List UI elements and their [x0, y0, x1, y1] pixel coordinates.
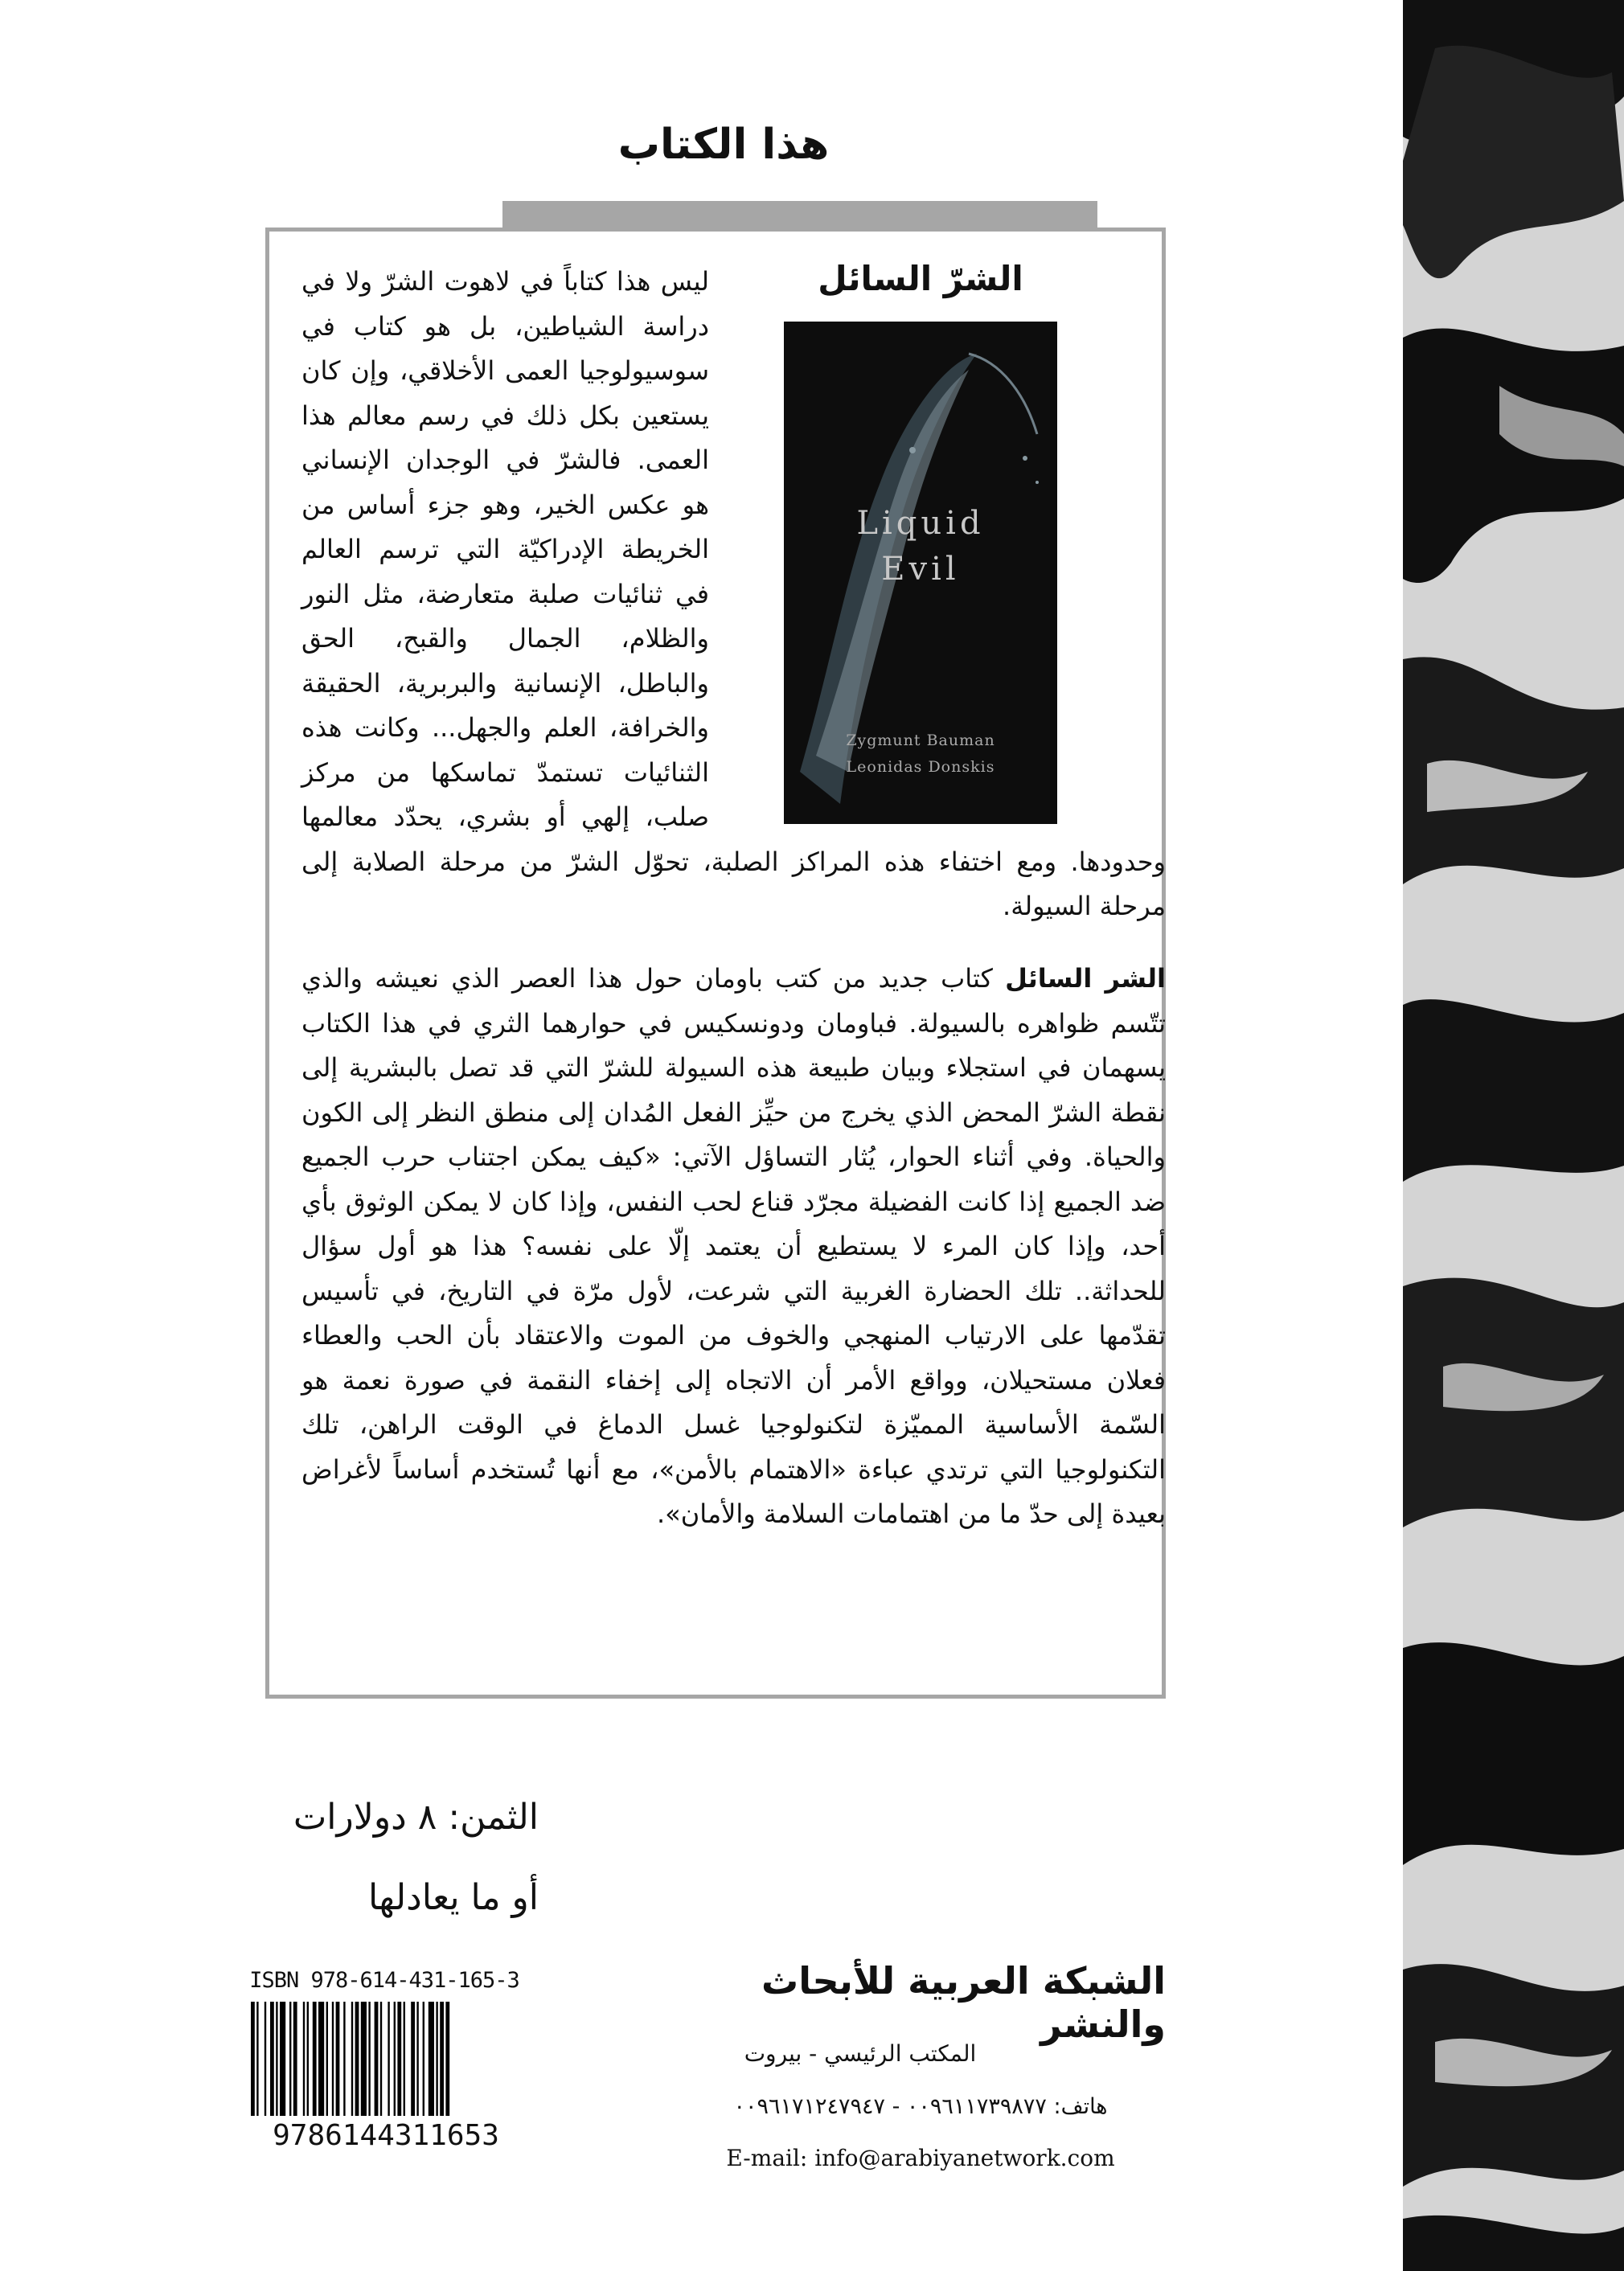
isbn-label: ISBN 978-614-431-165-3	[249, 1968, 519, 1993]
publisher-email: E-mail: info@arabiyanetwork.com	[726, 2145, 1115, 2171]
price-line: الثمن: ٨ دولارات	[293, 1797, 539, 1838]
cover-author-2: Leonidas Donskis	[846, 758, 995, 776]
barcode-icon	[248, 2002, 521, 2116]
publisher-office: المكتب الرئيسي - بيروت	[744, 2040, 977, 2067]
description-paragraph-2	[301, 957, 1166, 1537]
heading-underline-bar	[502, 201, 1097, 228]
cover-author-1: Zygmunt Bauman	[846, 732, 995, 749]
section-heading: هذا الكتاب	[617, 121, 830, 169]
publisher-phone: هاتف: ٠٠٩٦١١٧٣٩٨٧٧ - ٠٠٩٦١٧١٢٤٧٩٤٧	[733, 2094, 1108, 2119]
book-title-arabic: الشرّ السائل	[818, 259, 1023, 298]
price-equivalent: أو ما يعادلها	[368, 1877, 539, 1918]
barcode-digits: 9786144311653	[273, 2119, 499, 2152]
cover-title-line2: Evil	[881, 551, 960, 588]
paragraph-2-lead: الشر السائل	[1005, 963, 1167, 994]
decorative-art-strip	[1403, 0, 1624, 2271]
paragraph-2-text: كتاب جديد من كتب باومان حول هذا العصر الذي نعيشه والذي تتّسم ظواهره بالسيولة. فباومان ودونسكيس في حوارهما الثري في هذا الكتاب يسهمان في استجلاء وبيان طبيعة هذه السيولة للشرّ التي قد تصل بالبشرية إلى نقطة الشرّ المحض الذي يخرج من حيِّز الفعل المُدان إلى منطق النظر إلى الكون والحياة. وفي أثناء الحوار، يُثار التساؤل الآتي: «كيف يمكن اجتناب حرب الجميع ضد الجميع إذا كانت الفضيلة مجرّد قناع لحب النفس، وإذا كان لا يمكن الوثوق بأي أحد، وإذا كان المرء لا يستطيع أن يعتمد إلّا على نفسه؟ هذا هو أول سؤال للحداثة.. تلك الحضارة الغربية التي شرعت، لأول مرّة في التاريخ، في تأسيس تقدّمها على الارتياب المنهجي والخوف من الموت والاعتقاد بأن الحب والعطاء فعلان مستحيلان، وواقع الأمر أن الاتجاه إلى إخفاء النقمة في صورة نعمة هو السّمة الأساسية المميّزة لتكنولوجيا غسل الدماغ في الوقت الراهن، تلك التكنولوجيا التي ترتدي عباءة «الاهتمام بالأمن»، مع أنها تُستخدم أساساً لأغراض بعيدة إلى حدّ ما من اهتمامات السلامة والأمان».	[301, 963, 1166, 1529]
cover-title-line1: Liquid	[856, 505, 985, 542]
publisher-name: الشبكة العربية للأبحاث والنشر	[761, 1959, 1166, 2046]
paragraph-1-text: ليس هذا كتاباً في لاهوت الشرّ ولا في دراسة الشياطين، بل هو كتاب في سوسيولوجيا العمى الأخلاقي، وإن كان يستعين بكل ذلك في رسم معالم هذا العمى. فالشرّ في الوجدان الإنساني هو عكس الخير، وهو جزء أساس من الخريطة الإدراكيّة التي ترسم العالم في ثنائيات صلبة متعارضة، مثل النور والظلام، الجمال والقبح، الحق والباطل، الإنسانية والبربرية، الحقيقة والخرافة، العلم والجهل... وكانت هذه الثنائيات تستمدّ تماسكها من مركز صلب، إلهي أو بشري، يحدّد معالمها وحدودها. ومع اختفاء هذه المراكز الصلبة، تحوّل الشرّ من مرحلة الصلابة إلى مرحلة السيولة.	[301, 266, 1166, 921]
description-paragraph-1	[301, 260, 1166, 929]
